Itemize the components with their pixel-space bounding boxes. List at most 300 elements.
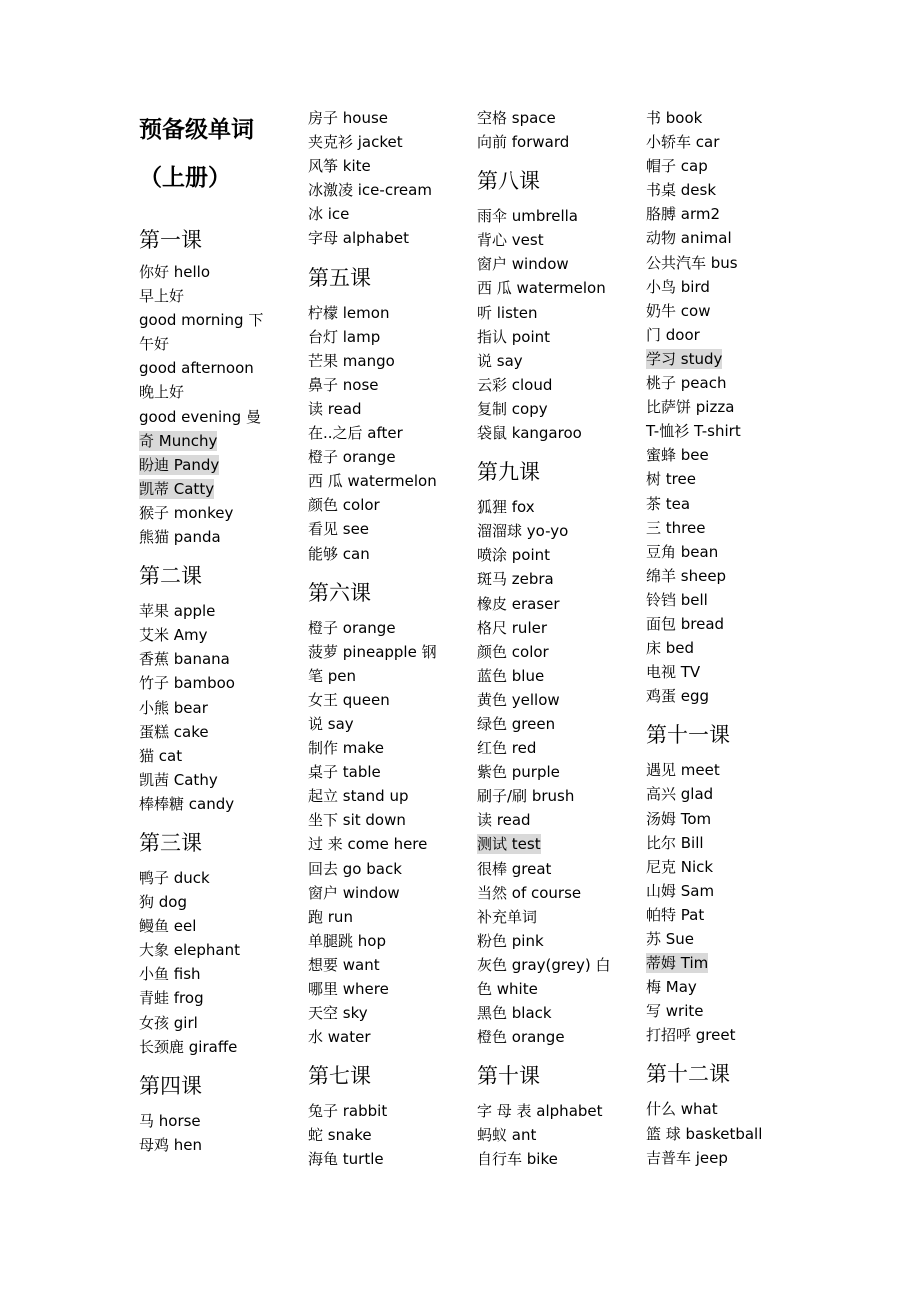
vocab-item [139,453,279,477]
vocab-text: 苏 Sue [646,930,695,948]
vocab-text: 复制 copy [477,399,548,418]
vocab-text: 西 瓜 watermelon [308,472,437,491]
vocab-text: 桌子 table [308,763,381,782]
vocab-item [139,356,279,380]
vocab-text: 橙子 orange [308,448,396,467]
vocab-item [477,325,617,349]
vocab-item [139,332,279,356]
vocab-text: 起立 stand up [308,787,409,806]
vocab-item [308,977,448,1001]
vocab-text: 蒂姆 Tim [646,954,709,973]
vocab-text: 书桌 desk [646,181,717,200]
vocab-item [477,421,617,445]
vocab-text: 斑马 zebra [477,570,554,589]
lesson-heading: 第六课 [308,580,371,605]
vocab-text: 过 来 come here [308,835,428,854]
vocab-text: 坐下 sit down [308,811,406,830]
vocab-text: 格尺 ruler [477,618,548,637]
lesson-heading: 第一课 [139,228,202,252]
vocab-item [139,962,279,986]
vocab-text: 黄色 yellow [477,690,560,709]
vocab-text: 打招呼 greet [646,1026,736,1045]
vocab-text: 学习 study [646,349,723,368]
lesson-heading: 第十二课 [646,1062,730,1087]
vocab-item [477,760,617,784]
vocab-item [646,636,786,660]
vocab-item [139,429,279,453]
vocab-item [477,832,617,856]
vocab-text: 回去 go back [308,859,402,878]
vocab-item [646,106,786,130]
vocab-text: 狗 dog [139,893,187,912]
vocab-item [139,986,279,1010]
vocab-item [139,720,279,744]
lesson-heading: 第三课 [139,830,202,855]
vocab-item [477,881,617,905]
vocab-item [308,445,448,469]
vocab-item [477,301,617,325]
vocab-text: 公共汽车 bus [646,253,738,272]
vocab-text: 当然 of course [477,883,582,902]
vocab-text: 橡皮 eraser [477,594,560,613]
column-4 [646,106,786,1170]
vocab-text: 面包 bread [646,614,725,633]
vocab-text: good evening 曼 [139,407,261,426]
vocab-text: 盼迪 Pandy [139,455,220,474]
vocab-item [646,275,786,299]
vocab-item [308,832,448,856]
vocab-item [308,616,448,640]
vocab-item [308,542,448,566]
column-3 [477,106,617,1172]
vocab-text: 能够 can [308,544,370,563]
vocab-item [308,421,448,445]
vocab-item [308,301,448,325]
vocab-item [308,349,448,373]
vocab-item [646,540,786,564]
vocab-text: 柠檬 lemon [308,303,390,322]
vocab-text: 床 bed [646,639,695,658]
vocab-item [646,516,786,540]
vocab-item [477,1001,617,1025]
lesson-heading: 第二课 [139,564,202,589]
vocab-text: 颜色 color [477,642,549,661]
vocab-text: 青蛙 frog [139,989,204,1008]
vocab-item [646,178,786,202]
vocab-item [139,260,279,284]
vocab-item [308,1025,448,1049]
vocab-text: 读 read [308,399,362,418]
vocab-text: 窗户 window [477,255,569,274]
vocab-item [139,1035,279,1059]
vocab-item [477,616,617,640]
vocab-text: 台灯 lamp [308,327,381,346]
vocab-text: 香蕉 banana [139,650,230,669]
vocab-item [646,226,786,250]
vocab-item [308,808,448,832]
vocab-text: 苹果 apple [139,602,216,621]
vocab-item [139,477,279,501]
vocab-text: 鸭子 duck [139,868,210,887]
vocab-item [646,1122,786,1146]
vocab-text: 鼻子 nose [308,375,379,394]
vocab-text: 风筝 kite [308,157,371,176]
vocab-item [139,938,279,962]
vocab-text: 蛋糕 cake [139,722,209,741]
vocab-text: 绵羊 sheep [646,566,727,585]
vocab-item [477,373,617,397]
vocab-item [308,760,448,784]
vocab-item [139,1109,279,1133]
vocab-text: 字母 alphabet [308,229,409,248]
vocab-item [139,1011,279,1035]
vocab-item [646,975,786,999]
vocab-text: 高兴 glad [646,785,714,804]
vocab-text: 篮 球 basketball [646,1124,763,1143]
vocab-text: 晚上好 [139,383,185,402]
vocab-text: 笔 pen [308,666,357,685]
lesson-heading: 第五课 [308,265,371,290]
vocab-item [308,469,448,493]
vocab-item [308,857,448,881]
vocab-text: 早上好 [139,287,185,306]
vocab-item [646,323,786,347]
vocab-item [308,493,448,517]
vocab-item [308,953,448,977]
vocab-text: 门 door [646,325,700,344]
vocab-item [308,154,448,178]
vocab-text: 菠萝 pineapple 钢 [308,642,437,661]
vocab-text: 小鱼 fish [139,965,201,984]
vocab-item [477,929,617,953]
vocab-item [646,927,786,951]
vocab-item [139,284,279,308]
vocab-text: 指认 point [477,327,551,346]
vocab-item [139,308,279,332]
lesson-heading: 第十一课 [646,723,730,748]
vocab-text: 小轿车 car [646,133,720,152]
vocab-text: 夹克衫 jacket [308,133,403,152]
vocab-item [477,397,617,421]
vocab-text: 袋鼠 kangaroo [477,424,582,443]
vocab-text: 单腿跳 hop [308,931,386,950]
vocab-text: 水 water [308,1028,371,1047]
vocab-item [477,543,617,567]
vocab-text: 蛇 snake [308,1126,372,1145]
lesson-heading: 第九课 [477,460,540,485]
vocab-text: 红色 red [477,739,537,758]
vocab-text: 尼克 Nick [646,857,714,876]
vocab-text: 比尔 Bill [646,833,704,852]
vocab-text: 橙子 orange [308,618,396,637]
vocab-text: 电视 TV [646,663,701,682]
vocab-item [646,299,786,323]
vocab-item [308,106,448,130]
vocab-item [139,1133,279,1157]
vocab-item [477,640,617,664]
vocab-text: 背心 vest [477,231,544,250]
vocab-item [139,792,279,816]
vocab-item [477,736,617,760]
vocab-item [139,525,279,549]
vocab-item [477,784,617,808]
vocab-item [646,782,786,806]
vocab-text: 黑色 black [477,1004,552,1023]
lesson-heading: 第十课 [477,1064,540,1089]
vocab-text: 桃子 peach [646,374,727,393]
vocab-text: 凯茜 Cathy [139,770,218,789]
vocab-item [308,688,448,712]
vocab-item [139,501,279,525]
vocab-item [308,881,448,905]
vocab-text: 蚂蚁 ant [477,1126,537,1145]
vocab-text: 奶牛 cow [646,301,711,320]
vocab-text: 汤姆 Tom [646,809,712,828]
vocab-text: 午好 [139,335,170,354]
vocab-item [477,519,617,543]
vocab-item [477,905,617,929]
vocab-item [139,866,279,890]
vocab-text: 跑 run [308,907,353,926]
vocab-text: 凯蒂 Catty [139,479,215,498]
vocab-text: 鳗鱼 eel [139,917,197,936]
vocab-text: 小鸟 bird [646,277,710,296]
vocab-item [477,977,617,1001]
vocab-text: 女王 queen [308,690,390,709]
vocab-item [646,492,786,516]
vocab-text: 棒棒糖 candy [139,794,235,813]
vocab-item [308,1001,448,1025]
vocab-text: 自行车 bike [477,1150,558,1169]
vocab-item [139,768,279,792]
vocab-text: 茶 tea [646,494,691,513]
vocab-item [139,647,279,671]
vocab-item [477,130,617,154]
column-2 [308,106,448,1172]
vocab-text: 长颈鹿 giraffe [139,1037,238,1056]
vocab-item [646,999,786,1023]
vocab-text: 梅 May [646,978,697,997]
vocab-item [646,879,786,903]
vocab-item [646,251,786,275]
vocab-text: 喷涂 point [477,546,551,565]
vocab-text: 冰激凌 ice-cream [308,181,432,200]
vocab-text: 很棒 great [477,859,552,878]
vocab-item [308,397,448,421]
vocab-item [308,325,448,349]
vocab-item [308,1147,448,1171]
vocab-text: 你好 hello [139,263,211,281]
vocab-text: 豆角 bean [646,542,719,561]
vocab-text: 马 horse [139,1111,201,1130]
vocab-text: 吉普车 jeep [646,1148,728,1167]
vocab-item [477,276,617,300]
vocab-text: 想要 want [308,955,380,974]
vocab-item [646,612,786,636]
vocab-item [646,395,786,419]
vocab-text: 母鸡 hen [139,1135,203,1154]
spacer [139,202,279,220]
vocab-text: 竹子 bamboo [139,674,235,693]
vocab-item [646,1023,786,1047]
vocab-item [308,736,448,760]
vocab-item [646,130,786,154]
vocab-text: 溜溜球 yo-yo [477,522,569,541]
vocab-item [477,204,617,228]
vocab-text: 猫 cat [139,746,183,765]
vocab-text: 天空 sky [308,1004,368,1023]
vocab-item [308,905,448,929]
vocab-item [308,664,448,688]
vocab-text: 兔子 rabbit [308,1102,388,1121]
vocab-item [477,808,617,832]
vocab-text: 向前 forward [477,133,570,152]
vocab-item [308,1099,448,1123]
vocab-item [477,495,617,519]
vocab-text: 橙色 orange [477,1028,565,1047]
vocab-text: 哪里 where [308,980,389,998]
vocab-text: 猴子 monkey [139,503,234,522]
vocab-item [646,855,786,879]
vocab-item [308,202,448,226]
vocab-text: 书 book [646,109,703,127]
vocab-item [308,517,448,541]
vocab-item [646,660,786,684]
vocab-item [646,564,786,588]
vocab-item [477,567,617,591]
vocab-item [646,1097,786,1121]
lesson-heading: 第八课 [477,169,540,194]
vocab-text: 帽子 cap [646,157,708,176]
vocab-text: 遇见 meet [646,761,720,780]
vocab-item [646,807,786,831]
vocab-item [477,228,617,252]
vocab-text: 字 母 表 alphabet [477,1102,603,1121]
vocab-item [139,623,279,647]
vocab-text: 胳膊 arm2 [646,205,721,224]
vocab-item [308,178,448,202]
vocab-text: 蜜蜂 bee [646,446,709,465]
vocab-text: 动物 animal [646,229,732,248]
document-title: 预备级单词 [139,117,254,143]
vocab-item [477,953,617,977]
vocab-text: 奇 Munchy [139,431,218,450]
vocab-item [308,929,448,953]
vocab-item [139,744,279,768]
vocab-item [308,1123,448,1147]
vocab-item [139,405,279,429]
vocab-text: 鸡蛋 egg [646,687,710,706]
vocab-item [646,202,786,226]
vocab-item [477,857,617,881]
lesson-heading: 第七课 [308,1064,371,1089]
vocab-text: 熊猫 panda [139,528,221,547]
vocab-item [477,349,617,373]
vocab-text: 海龟 turtle [308,1150,384,1169]
vocab-item [139,696,279,720]
vocab-item [646,467,786,491]
vocab-text: 什么 what [646,1100,718,1119]
vocab-item [646,154,786,178]
vocab-item [477,1147,617,1171]
vocab-text: 云彩 cloud [477,375,553,394]
vocab-item [477,712,617,736]
vocab-text: good morning 下 [139,311,264,330]
vocab-text: 刷子/刷 brush [477,787,575,806]
vocab-text: 帕特 Pat [646,905,705,924]
vocab-item [477,1123,617,1147]
vocab-text: 铃铛 bell [646,590,708,609]
document-title: （上册） [139,165,231,191]
vocab-item [139,380,279,404]
vocab-text: 女孩 girl [139,1013,198,1032]
vocab-text: 比萨饼 pizza [646,398,735,417]
vocab-item [477,592,617,616]
vocab-item [477,1025,617,1049]
vocab-item [477,688,617,712]
vocab-text: 灰色 gray(grey) 白 [477,955,611,974]
vocab-item [139,890,279,914]
vocab-item [477,1099,617,1123]
vocab-text: 房子 house [308,109,389,127]
vocab-text: 冰 ice [308,205,350,224]
vocab-item [308,784,448,808]
vocab-item [477,106,617,130]
vocab-item [139,914,279,938]
vocab-text: good afternoon [139,359,254,378]
vocab-text: 小熊 bear [139,698,208,717]
vocab-item [646,347,786,371]
vocab-item [646,371,786,395]
vocab-item [308,373,448,397]
vocab-text: 艾米 Amy [139,626,208,645]
vocab-text: 说 say [308,714,354,733]
vocab-text: 芒果 mango [308,351,395,370]
vocab-item [646,903,786,927]
vocab-text: 雨伞 umbrella [477,207,579,226]
vocab-item [646,443,786,467]
vocab-item [308,712,448,736]
vocab-item [646,684,786,708]
vocab-text: 制作 make [308,739,384,758]
vocab-text: 空格 space [477,109,556,127]
vocab-item [646,1146,786,1170]
vocab-text: 补充单词 [477,907,538,926]
vocab-item [646,588,786,612]
vocab-item [646,951,786,975]
vocab-text: 三 three [646,518,706,537]
vocab-text: 在..之后 after [308,424,403,443]
lesson-heading: 第四课 [139,1073,202,1098]
vocab-text: 听 listen [477,303,538,322]
vocab-item [646,831,786,855]
column-1 [139,106,279,1157]
vocab-text: 蓝色 blue [477,666,545,685]
vocab-text: 颜色 color [308,496,380,515]
vocab-text: 大象 elephant [139,941,241,960]
vocab-text: 树 tree [646,470,696,489]
vocab-text: 说 say [477,351,523,370]
vocab-text: 色 white [477,980,538,998]
vocab-item [646,419,786,443]
vocab-text: 粉色 pink [477,931,544,950]
vocab-text: 绿色 green [477,714,556,733]
vocab-text: T-恤衫 T-shirt [646,422,741,441]
vocab-item [139,671,279,695]
vocab-item [139,599,279,623]
vocab-item [646,758,786,782]
vocab-text: 写 write [646,1002,704,1021]
